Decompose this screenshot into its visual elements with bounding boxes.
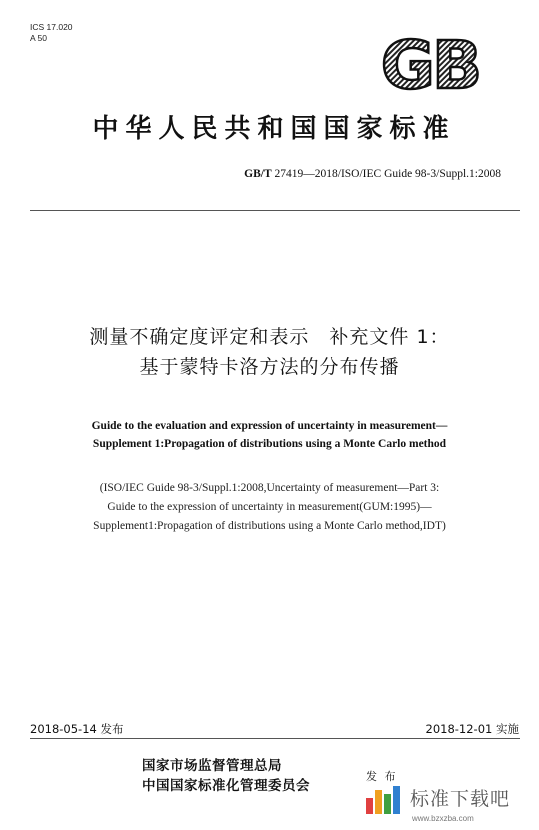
idt-line3: Supplement1:Propagation of distributions using a Monte Carlo method,IDT) <box>93 520 446 532</box>
english-title <box>0 417 539 453</box>
watermark-text: 标准下载吧 <box>410 788 511 810</box>
top-divider <box>30 210 520 211</box>
standard-number-rest: 27419—2018/ISO/IEC Guide 98-3/Suppl.1:2008 <box>271 168 501 180</box>
bottom-divider <box>30 738 520 739</box>
issue-word: 发 布 <box>366 770 398 783</box>
english-title-line1: Guide to the evaluation and expression of uncertainty in measurement— <box>91 420 448 432</box>
issuer-samr: 国家市场监督管理总局 <box>142 758 282 774</box>
national-standard-title: 中华人民共和国国家标准 <box>92 114 456 144</box>
identical-standard-note <box>0 479 539 536</box>
ics-classification: ICS 17.020 <box>30 22 73 32</box>
chinese-title <box>0 322 539 382</box>
gb-logo-text: GB <box>380 32 480 94</box>
idt-line2: Guide to the expression of uncertainty in measurement(GUM:1995)— <box>107 501 432 513</box>
issuing-authorities <box>142 756 310 796</box>
standard-number <box>244 168 501 180</box>
idt-line1: (ISO/IEC Guide 98-3/Suppl.1:2008,Uncertainty of measurement—Part 3: <box>99 482 440 494</box>
gb-logo <box>370 32 490 94</box>
english-title-line2: Supplement 1:Propagation of distributions using a Monte Carlo method <box>92 438 447 450</box>
ics-code <box>30 22 73 44</box>
chinese-title-line2: 基于蒙特卡洛方法的分布传播 <box>139 356 400 378</box>
watermark-url: www.bzxzba.com <box>412 814 474 823</box>
watermark[interactable] <box>358 770 539 830</box>
implementation-date: 2018-12-01 实施 <box>425 722 519 736</box>
chinese-title-line1: 测量不确定度评定和表示 补充文件 1： <box>89 326 450 348</box>
standard-number-prefix: GB/T <box>244 168 272 180</box>
issuer-sac: 中国国家标准化管理委员会 <box>142 778 310 794</box>
bar-chart-logo-icon <box>364 784 404 816</box>
issue-date: 2018-05-14 发布 <box>30 722 124 736</box>
ccs-classification: A 50 <box>30 33 48 43</box>
